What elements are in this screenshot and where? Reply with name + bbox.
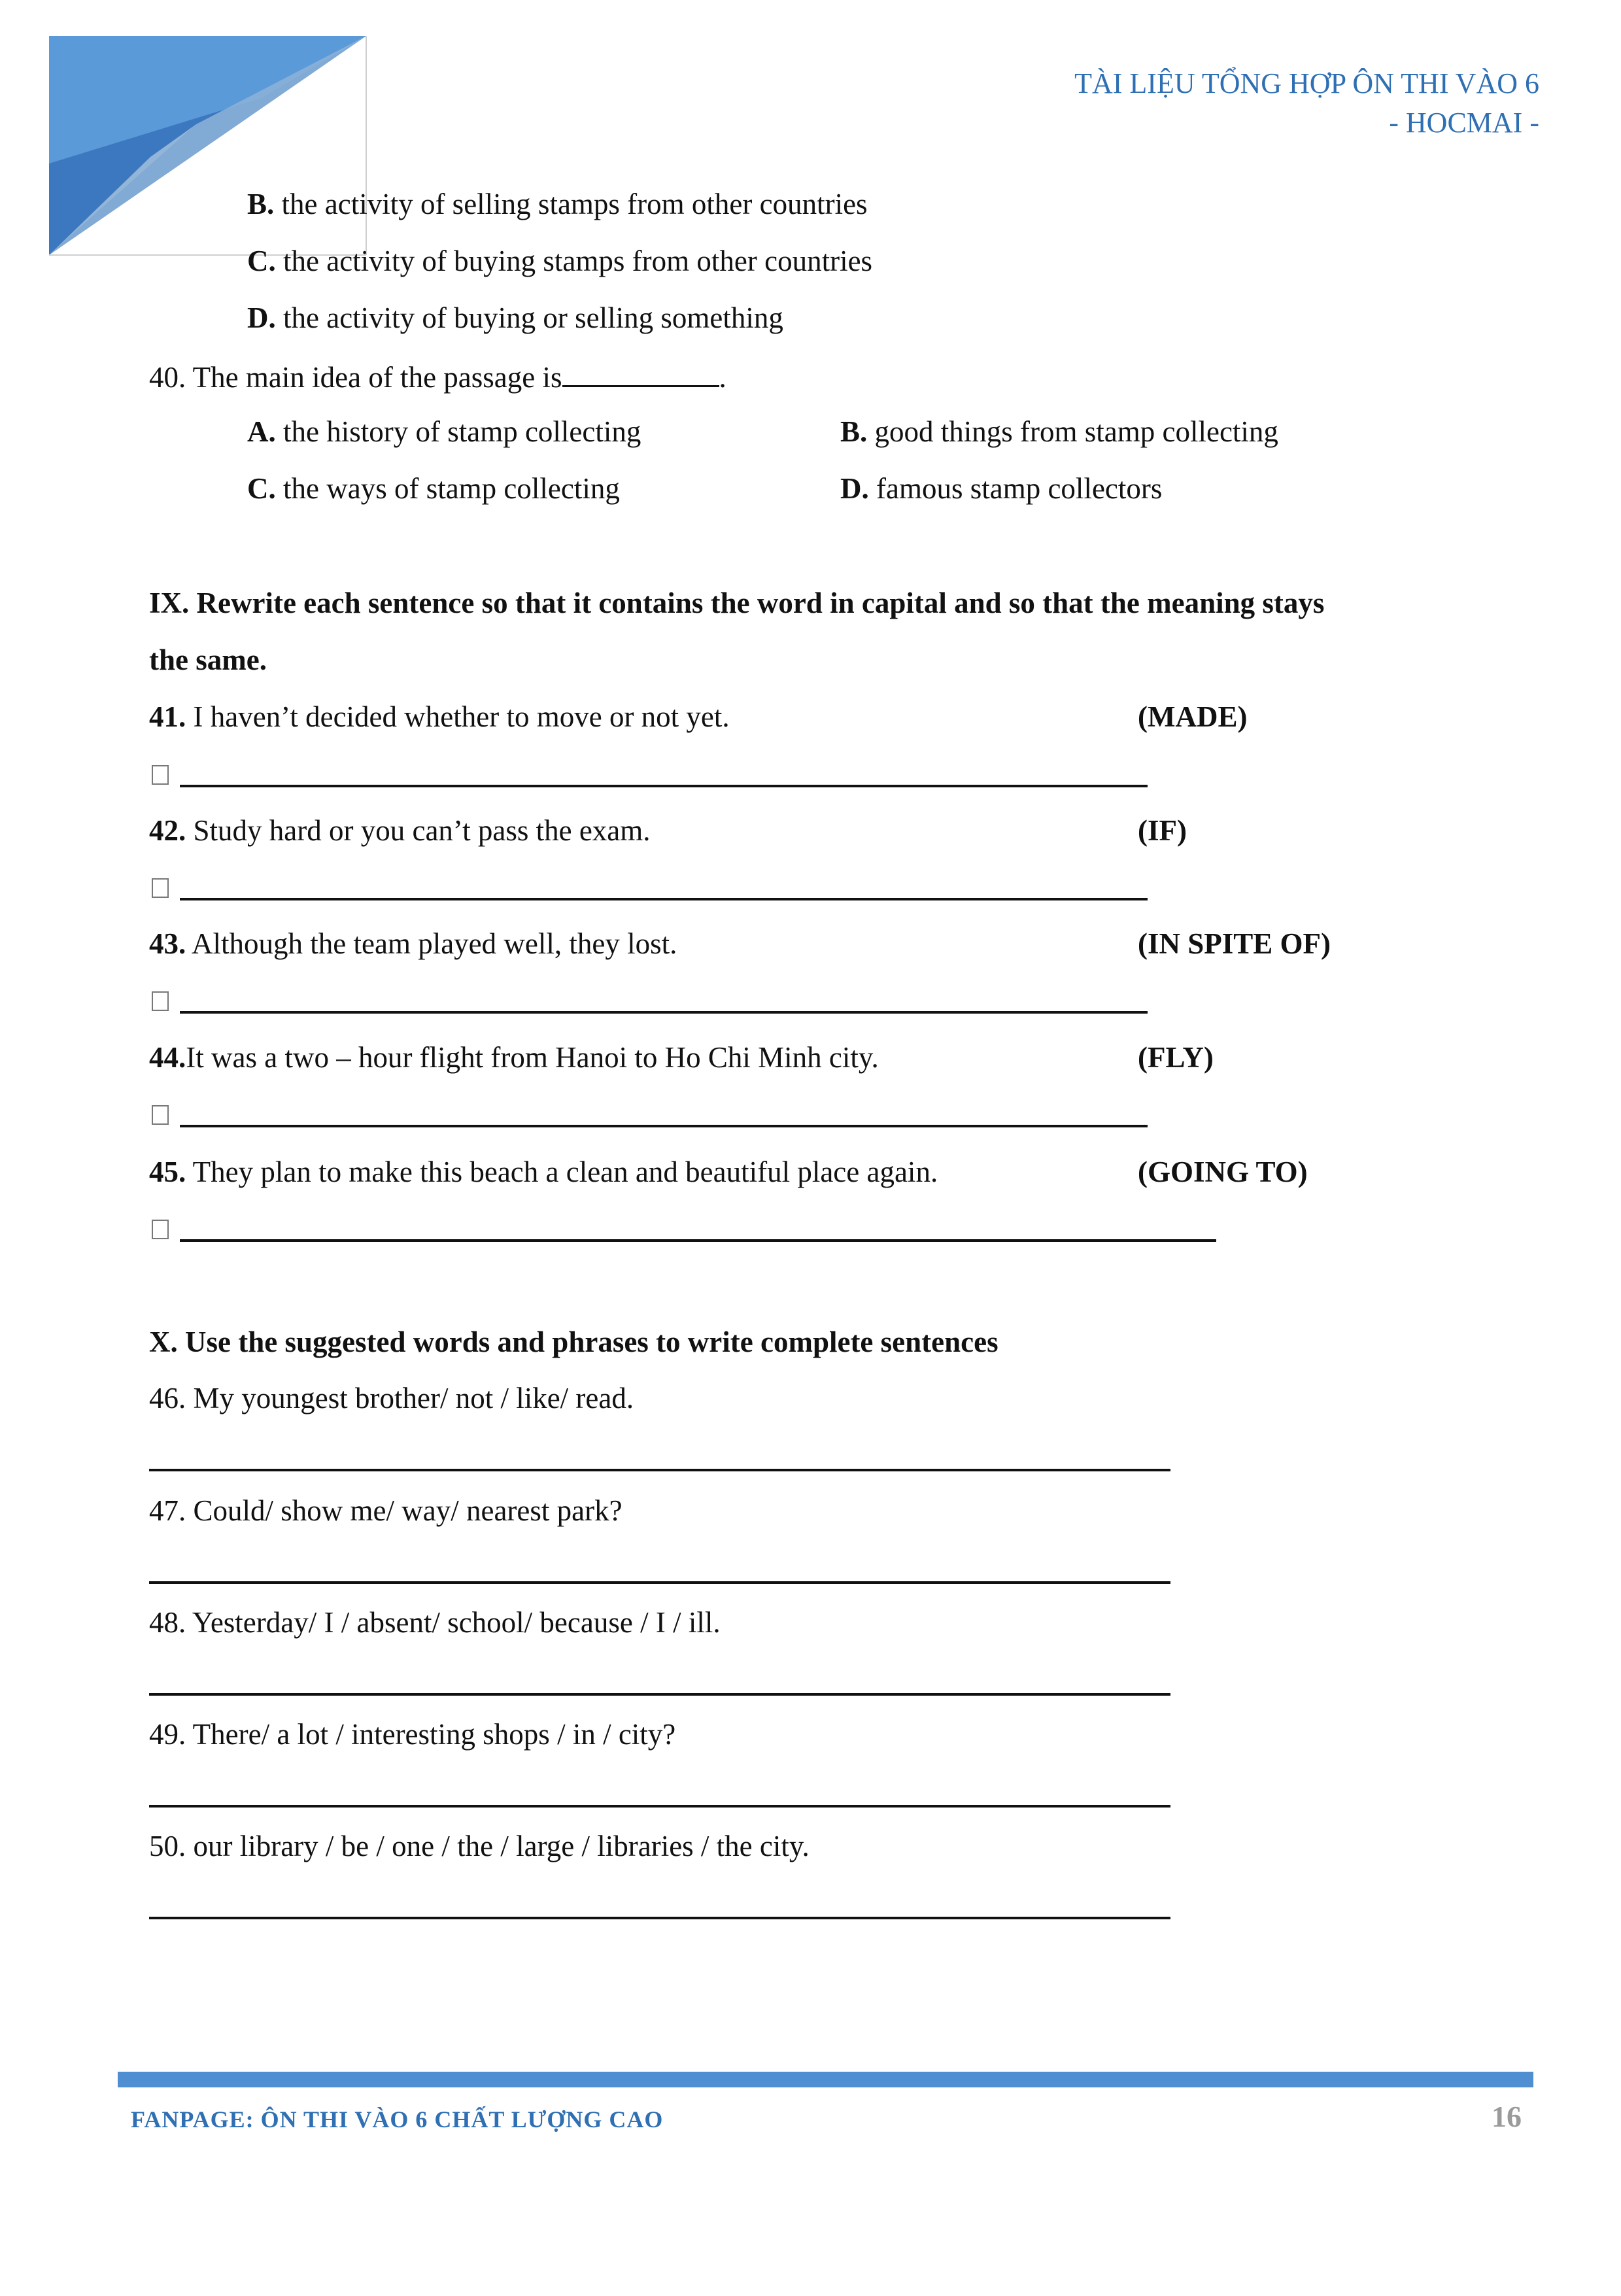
q42-keyword: (IF) — [1138, 814, 1187, 847]
footer-fanpage: FANPAGE: ÔN THI VÀO 6 CHẤT LƯỢNG CAO — [131, 2106, 664, 2133]
q44-answer-line[interactable] — [180, 1125, 1148, 1127]
q50-answer-line[interactable] — [149, 1917, 1170, 1919]
corner-decoration — [0, 0, 392, 275]
q40-option-d: D. famous stamp collectors — [840, 472, 1163, 505]
q49-prompt: 49. There/ a lot / interesting shops / in / city? — [149, 1718, 676, 1751]
q40-option-a: A. the history of stamp collecting — [247, 415, 641, 448]
q46-prompt: 46. My youngest brother/ not / like/ read. — [149, 1382, 634, 1414]
q42-sentence: 42. Study hard or you can’t pass the exam. — [149, 814, 651, 847]
q50-prompt: 50. our library / be / one / the / large / libraries / the city. — [149, 1830, 810, 1862]
q39-option-c: C. the activity of buying stamps from other countries — [247, 245, 873, 277]
q41-keyword: (MADE) — [1138, 700, 1248, 733]
q39-option-b: B. the activity of selling stamps from other countries — [247, 188, 868, 220]
q40-blank[interactable] — [562, 355, 719, 387]
header-subtitle: - HOCMAI - — [1389, 107, 1539, 139]
q43-keyword: (IN SPITE OF) — [1138, 927, 1331, 960]
q41-arrow-icon — [152, 765, 169, 785]
q44-keyword: (FLY) — [1138, 1041, 1214, 1074]
q48-prompt: 48. Yesterday/ I / absent/ school/ because / I / ill. — [149, 1606, 721, 1639]
q40-option-c: C. the ways of stamp collecting — [247, 472, 620, 505]
q44-sentence: 44.It was a two – hour flight from Hanoi to Ho Chi Minh city. — [149, 1041, 879, 1074]
q41-sentence: 41. I haven’t decided whether to move or not yet. — [149, 700, 730, 733]
q45-sentence: 45. They plan to make this beach a clean and beautiful place again. — [149, 1156, 938, 1188]
q47-answer-line[interactable] — [149, 1581, 1170, 1584]
q45-answer-line[interactable] — [180, 1239, 1216, 1242]
q43-sentence: 43. Although the team played well, they lost. — [149, 927, 677, 960]
q41-answer-line[interactable] — [180, 785, 1148, 787]
q40-option-b: B. good things from stamp collecting — [840, 415, 1278, 448]
q45-arrow-icon — [152, 1220, 169, 1239]
q45-keyword: (GOING TO) — [1138, 1156, 1308, 1188]
q48-answer-line[interactable] — [149, 1693, 1170, 1696]
q40-stem: 40. The main idea of the passage is . — [149, 355, 726, 397]
q49-answer-line[interactable] — [149, 1805, 1170, 1808]
page-number: 16 — [1492, 2100, 1522, 2133]
q47-prompt: 47. Could/ show me/ way/ nearest park? — [149, 1494, 623, 1527]
footer-bar — [118, 2072, 1533, 2087]
section-ix-heading-cont: the same. — [149, 643, 267, 676]
section-x-heading: X. Use the suggested words and phrases to write complete sentences — [149, 1326, 998, 1358]
header-title: TÀI LIỆU TỔNG HỢP ÔN THI VÀO 6 — [1074, 67, 1539, 99]
q46-answer-line[interactable] — [149, 1469, 1170, 1471]
q43-arrow-icon — [152, 991, 169, 1011]
q42-arrow-icon — [152, 878, 169, 898]
q44-arrow-icon — [152, 1105, 169, 1125]
q39-option-d: D. the activity of buying or selling something — [247, 301, 783, 334]
section-ix-heading: IX. Rewrite each sentence so that it contains the word in capital and so that the meaning stays — [149, 587, 1325, 619]
q43-answer-line[interactable] — [180, 1011, 1148, 1014]
q42-answer-line[interactable] — [180, 898, 1148, 900]
